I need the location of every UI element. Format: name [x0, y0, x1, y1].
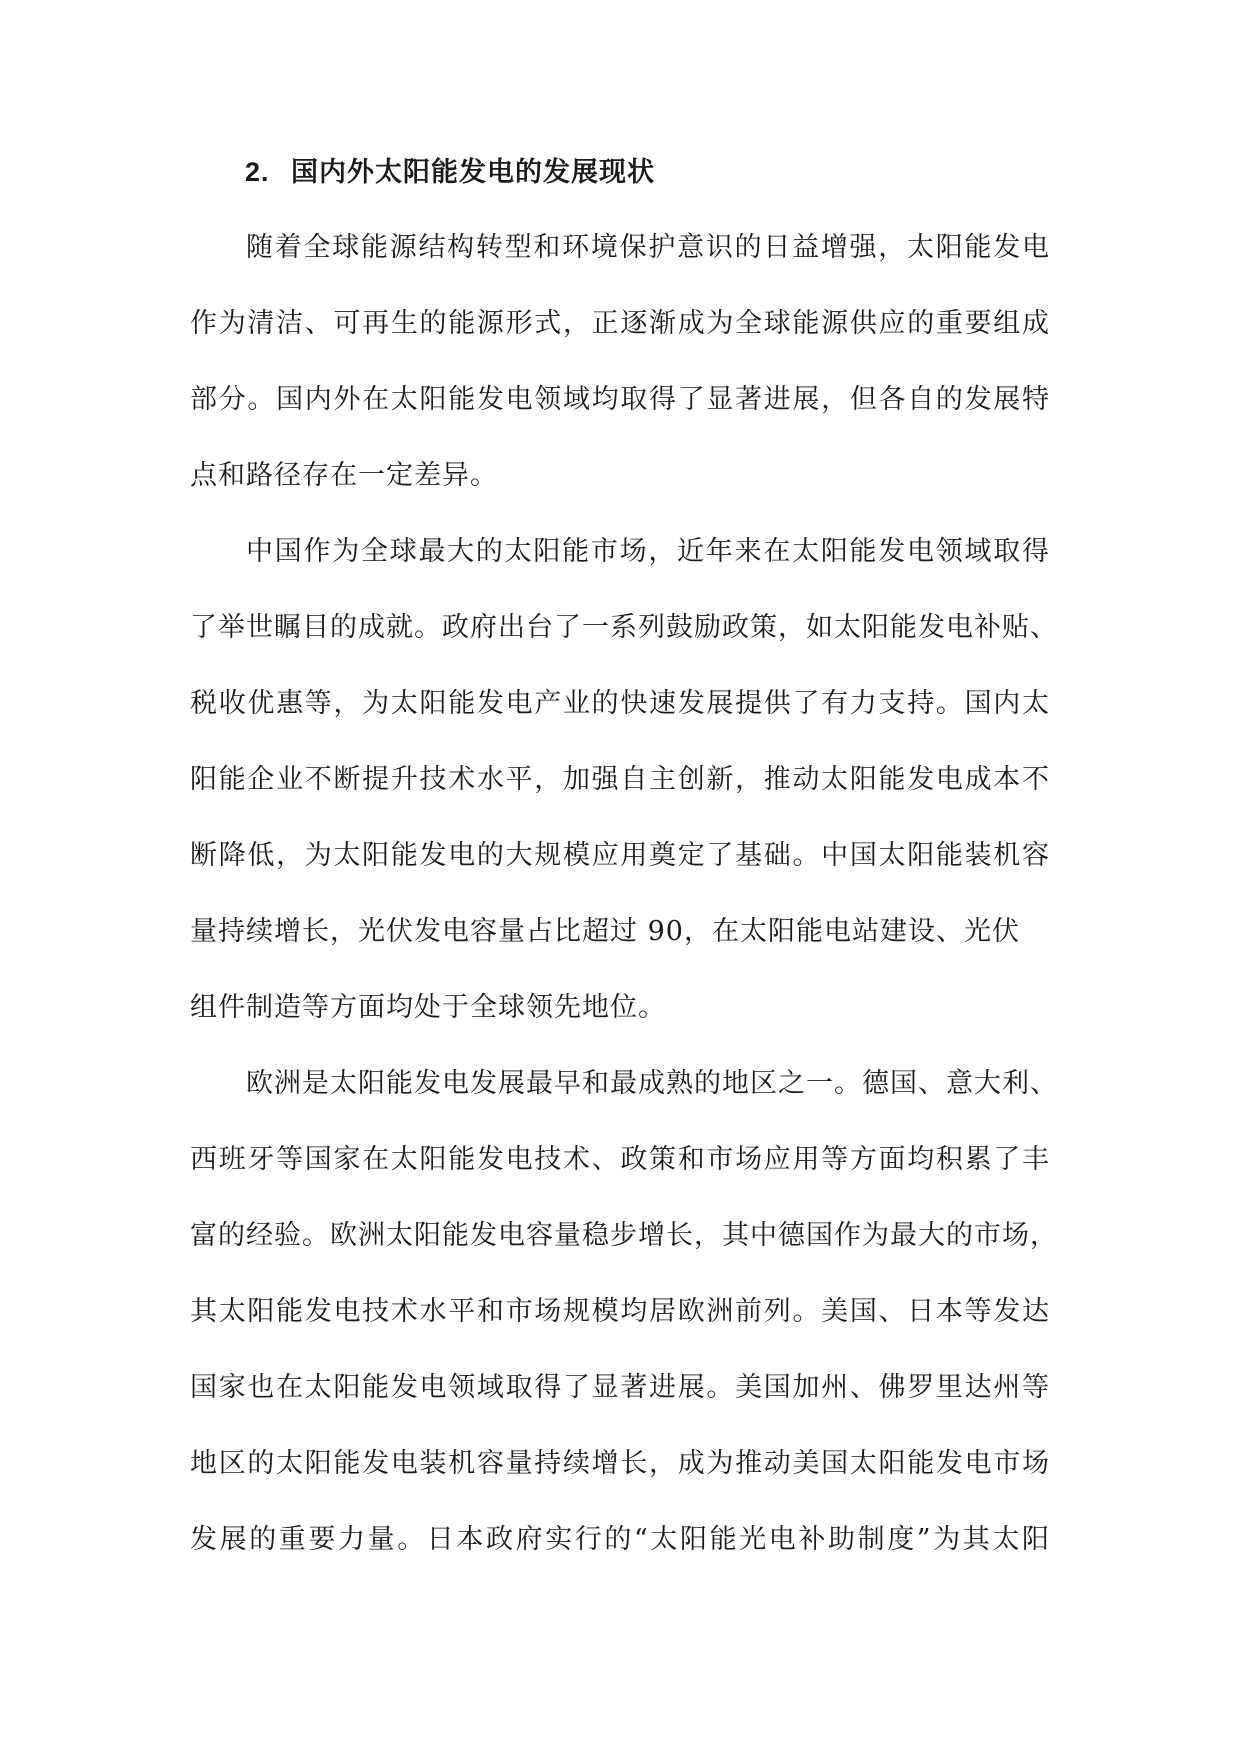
text-line: 欧洲是太阳能发电发展最早和最成熟的地区之一。德国、意大利、 — [246, 1068, 1058, 1099]
text-line: 发展的重要力量。日本政府实行的“太阳能光电补助制度”为其太阳 — [190, 1524, 1050, 1555]
text-line: 随着全球能源结构转型和环境保护意识的日益增强，太阳能发电 — [246, 232, 1050, 263]
section-heading — [245, 150, 655, 195]
text-line: 中国作为全球最大的太阳能市场，近年来在太阳能发电领域取得 — [246, 536, 1050, 567]
paragraph-europe — [190, 1046, 1058, 1578]
text-line: 点和路径存在一定差异。 — [190, 460, 498, 491]
text-line: 组件制造等方面均处于全球领先地位。 — [190, 992, 666, 1023]
text-line: 地区的太阳能发电装机容量持续增长，成为推动美国太阳能发电市场 — [190, 1448, 1050, 1479]
section-number: 2. — [245, 157, 270, 187]
text-line: 国家也在太阳能发电领域取得了显著进展。美国加州、佛罗里达州等 — [190, 1372, 1050, 1403]
text-line: 量持续增长，光伏发电容量占比超过 90，在太阳能电站建设、光伏 — [190, 916, 1020, 947]
paragraph-china — [190, 514, 1058, 1046]
section-title: 国内外太阳能发电的发展现状 — [291, 157, 655, 188]
text-line: 西班牙等国家在太阳能发电技术、政策和市场应用等方面均积累了丰 — [190, 1144, 1050, 1175]
text-line: 了举世瞩目的成就。政府出台了一系列鼓励政策，如太阳能发电补贴、 — [190, 612, 1058, 643]
text-line: 断降低，为太阳能发电的大规模应用奠定了基础。中国太阳能装机容 — [190, 840, 1050, 871]
text-line: 富的经验。欧洲太阳能发电容量稳步增长，其中德国作为最大的市场， — [190, 1220, 1058, 1251]
text-line: 税收优惠等，为太阳能发电产业的快速发展提供了有力支持。国内太 — [190, 688, 1050, 719]
text-line: 部分。国内外在太阳能发电领域均取得了显著进展，但各自的发展特 — [190, 384, 1050, 415]
text-line: 其太阳能发电技术水平和市场规模均居欧洲前列。美国、日本等发达 — [190, 1296, 1050, 1327]
paragraph-intro — [190, 210, 1050, 514]
text-line: 阳能企业不断提升技术水平，加强自主创新，推动太阳能发电成本不 — [190, 764, 1050, 795]
text-line: 作为清洁、可再生的能源形式，正逐渐成为全球能源供应的重要组成 — [190, 308, 1050, 339]
